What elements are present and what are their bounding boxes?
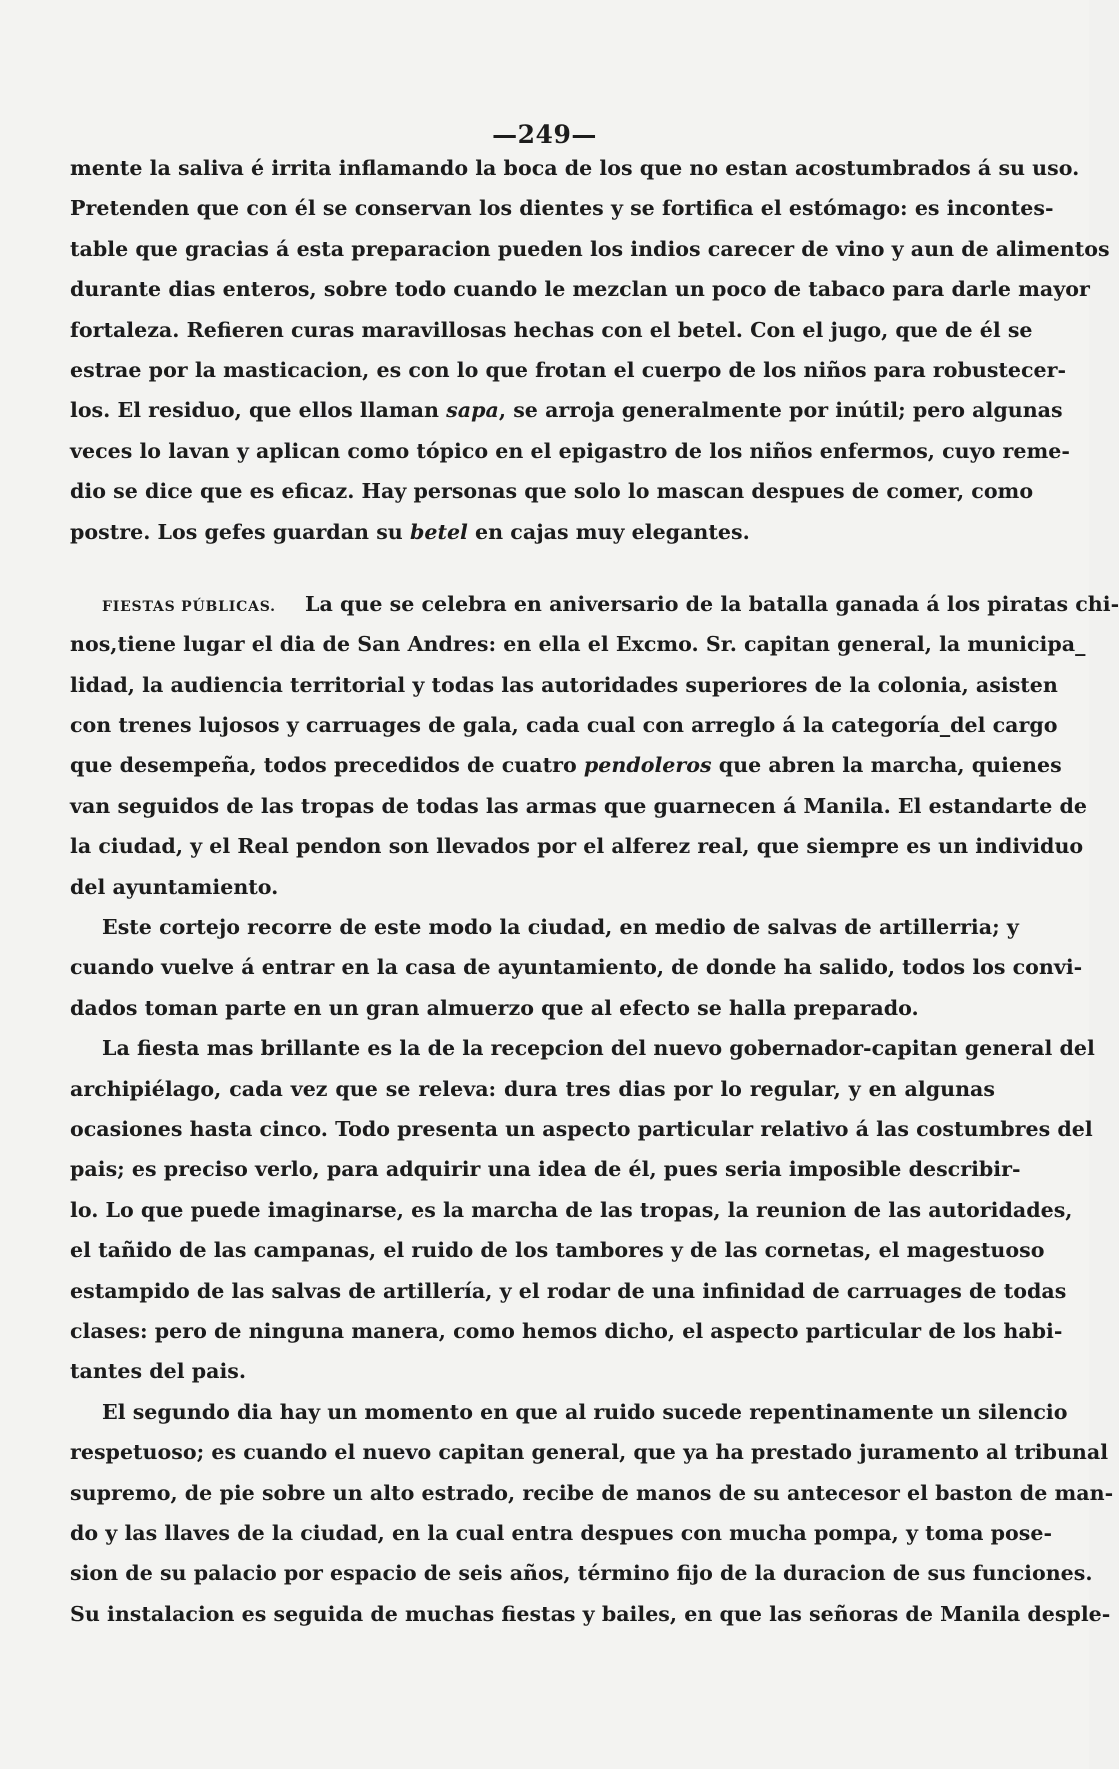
text-line xyxy=(70,584,1119,624)
text-line: archipiélago, cada vez que se releva: dura tres dias por lo regular, y en algunas xyxy=(70,1076,995,1101)
text-line: respetuoso; es cuando el nuevo capitan general, que ya ha prestado juramento al tribunal xyxy=(70,1440,1109,1465)
text-line: con trenes lujosos y carruages de gala, cada cual con arreglo á la categoría_del cargo xyxy=(70,713,1058,738)
text-line: el tañido de las campanas, el ruido de los tambores y de las cornetas, el magestuoso xyxy=(70,1238,1045,1263)
text-line: cuando vuelve á entrar en la casa de ayuntamiento, de donde ha salido, todos los convi- xyxy=(70,955,1083,980)
italic-term: betel xyxy=(409,519,468,544)
text-line: Este cortejo recorre de este modo la ciudad, en medio de salvas de artillerria; y xyxy=(102,915,1019,940)
section-heading: FIESTAS PÚBLICAS. xyxy=(102,598,276,615)
page-text xyxy=(70,148,1119,1634)
text-segment: que abren la marcha, quienes xyxy=(711,753,1062,778)
text-line: table que gracias á esta preparacion pueden los indios carecer de vino y aun de alimentos xyxy=(70,236,1110,261)
text-line: van seguidos de las tropas de todas las armas que guarnecen á Manila. El estandarte de xyxy=(70,793,1088,818)
italic-term: sapa xyxy=(446,398,499,423)
text-line: supremo, de pie sobre un alto estrado, recibe de manos de su antecesor el baston de man- xyxy=(70,1480,1114,1505)
text-line: estampido de las salvas de artillería, y el rodar de una infinidad de carruages de todas xyxy=(70,1278,1067,1303)
text-line: sion de su palacio por espacio de seis años, término fijo de la duracion de sus funciones. xyxy=(70,1561,1093,1586)
text-line: veces lo lavan y aplican como tópico en el epigastro de los niños enfermos, cuyo reme- xyxy=(70,438,1070,463)
text-line: fortaleza. Refieren curas maravillosas hechas con el betel. Con el jugo, que de él se xyxy=(70,317,1033,342)
text-line: dio se dice que es eficaz. Hay personas que solo lo mascan despues de comer, como xyxy=(70,479,1034,504)
text-line: pais; es preciso verlo, para adquirir una idea de él, pues seria imposible describir- xyxy=(70,1157,1021,1182)
section-gap xyxy=(70,552,995,584)
text-line: del ayuntamiento. xyxy=(70,874,279,899)
text-line: La fiesta mas brillante es la de la recepcion del nuevo gobernador-capitan general del xyxy=(102,1036,1095,1061)
text-line xyxy=(70,512,995,552)
text-line: Su instalacion es seguida de muchas fiestas y bailes, en que las señoras de Manila desple- xyxy=(70,1601,1111,1626)
text-line: Pretenden que con él se conservan los dientes y se fortifica el estómago: es incontes- xyxy=(70,196,1054,221)
italic-term: pendoleros xyxy=(583,753,712,778)
text-line: estrae por la masticacion, es con lo que frotan el cuerpo de los niños para robustecer- xyxy=(70,357,1067,382)
page-number: —249— xyxy=(492,120,597,149)
text-line: clases: pero de ninguna manera, como hemos dicho, el aspecto particular de los habi- xyxy=(70,1318,1063,1343)
text-segment: La que se celebra en aniversario de la batalla ganada á los piratas chi- xyxy=(297,591,1119,616)
text-line xyxy=(70,390,1063,430)
text-segment: que desempeña, todos precedidos de cuatro xyxy=(70,753,584,778)
text-segment: postre. Los gefes guardan su xyxy=(70,519,410,544)
text-line: El segundo dia hay un momento en que al ruido sucede repentinamente un silencio xyxy=(102,1399,1068,1424)
text-segment: los. El residuo, que ellos llaman xyxy=(70,398,447,423)
text-line: do y las llaves de la ciudad, en la cual entra despues con mucha pompa, y toma pose- xyxy=(70,1520,1053,1545)
text-line: mente la saliva é irrita inflamando la boca de los que no estan acostumbrados á su uso. xyxy=(70,156,1080,180)
text-line: lo. Lo que puede imaginarse, es la marcha de las tropas, la reunion de las autoridades, xyxy=(70,1197,1073,1222)
text-line: tantes del pais. xyxy=(70,1359,247,1384)
text-segment: en cajas muy elegantes. xyxy=(467,519,750,544)
text-segment: , se arroja generalmente por inútil; pero algunas xyxy=(498,398,1063,423)
text-line: ocasiones hasta cinco. Todo presenta un aspecto particular relativo á las costumbres del xyxy=(70,1116,1093,1141)
text-line: durante dias enteros, sobre todo cuando le mezclan un poco de tabaco para darle mayor xyxy=(70,277,1090,302)
text-line: lidad, la audiencia territorial y todas las autoridades superiores de la colonia, asisten xyxy=(70,672,1058,697)
text-line xyxy=(70,745,1062,785)
text-line: nos,tiene lugar el dia de San Andres: en ella el Excmo. Sr. capitan general, la municipa_ xyxy=(70,632,1086,657)
text-line: dados toman parte en un gran almuerzo que al efecto se halla preparado. xyxy=(70,995,919,1020)
text-line: la ciudad, y el Real pendon son llevados por el alferez real, que siempre es un individuo xyxy=(70,834,1084,859)
